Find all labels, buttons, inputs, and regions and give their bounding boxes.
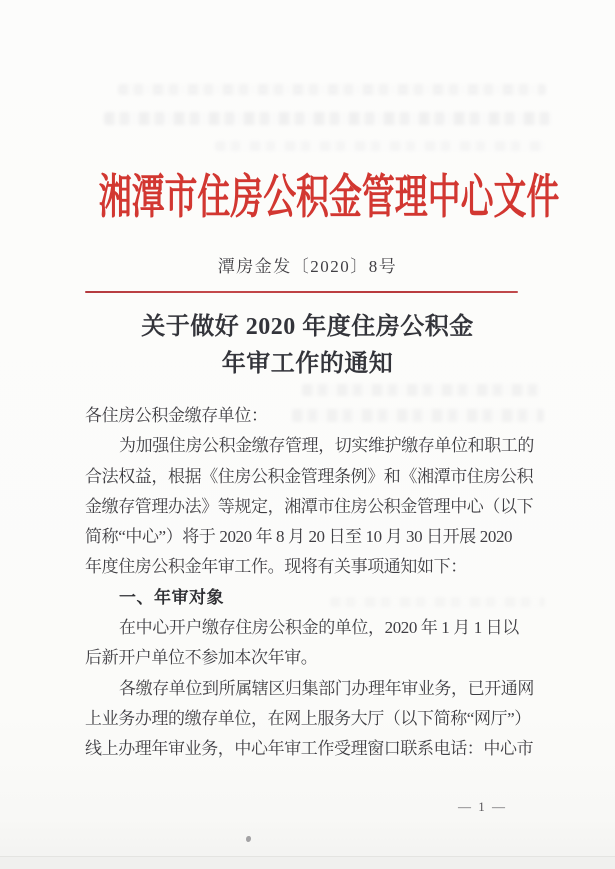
- body-line: 为加强住房公积金缴存管理，切实维护缴存单位和职工的: [119, 436, 534, 456]
- document-title-line2: 年审工作的通知: [221, 351, 394, 377]
- document-masthead: [0, 160, 615, 227]
- body-line: 线上办理年审业务，中心年审工作受理窗口联系电话：中心市: [85, 739, 534, 759]
- bleedthrough-artifact: [302, 384, 540, 396]
- bleedthrough-artifact: [215, 141, 545, 151]
- scan-speck: [246, 836, 251, 842]
- body-line: 一、年审对象: [119, 587, 224, 607]
- body-line: 在中心开户缴存住房公积金的单位，2020 年 1 月 1 日以: [119, 618, 519, 638]
- body-line: 上业务办理的缴存单位，在网上服务大厅（以下简称“网厅”）: [85, 708, 531, 728]
- body-line: 各缴存单位到所属辖区归集部门办理年审业务，已开通网: [119, 678, 534, 698]
- bleedthrough-artifact: [104, 112, 552, 125]
- body-line: 金缴存管理办法》等规定，湘潭市住房公积金管理中心（以下: [85, 496, 534, 516]
- document-title-line1: 关于做好 2020 年度住房公积金: [141, 314, 474, 340]
- body-line: 合法权益，根据《住房公积金管理条例》和《湘潭市住房公积: [85, 466, 534, 486]
- document-body: [85, 401, 535, 765]
- masthead-text: 湘潭市住房公积金管理中心文件: [98, 172, 560, 224]
- body-line: 各住房公积金缴存单位：: [85, 406, 268, 425]
- paper-bottom-edge: [0, 856, 615, 869]
- document-number: 潭房金发〔2020〕8号: [217, 257, 398, 276]
- bleedthrough-artifact: [118, 84, 546, 95]
- body-line: 年度住房公积金年审工作。现将有关事项通知如下：: [85, 557, 467, 577]
- page-number: — 1 —: [458, 799, 507, 814]
- document-title: [0, 309, 615, 383]
- body-line: 简称“中心”）将于 2020 年 8 月 20 日至 10 月 30 日开展 2020: [85, 527, 513, 547]
- red-divider-line: [85, 291, 518, 293]
- body-line: 后新开户单位不参加本次年审。: [85, 648, 318, 668]
